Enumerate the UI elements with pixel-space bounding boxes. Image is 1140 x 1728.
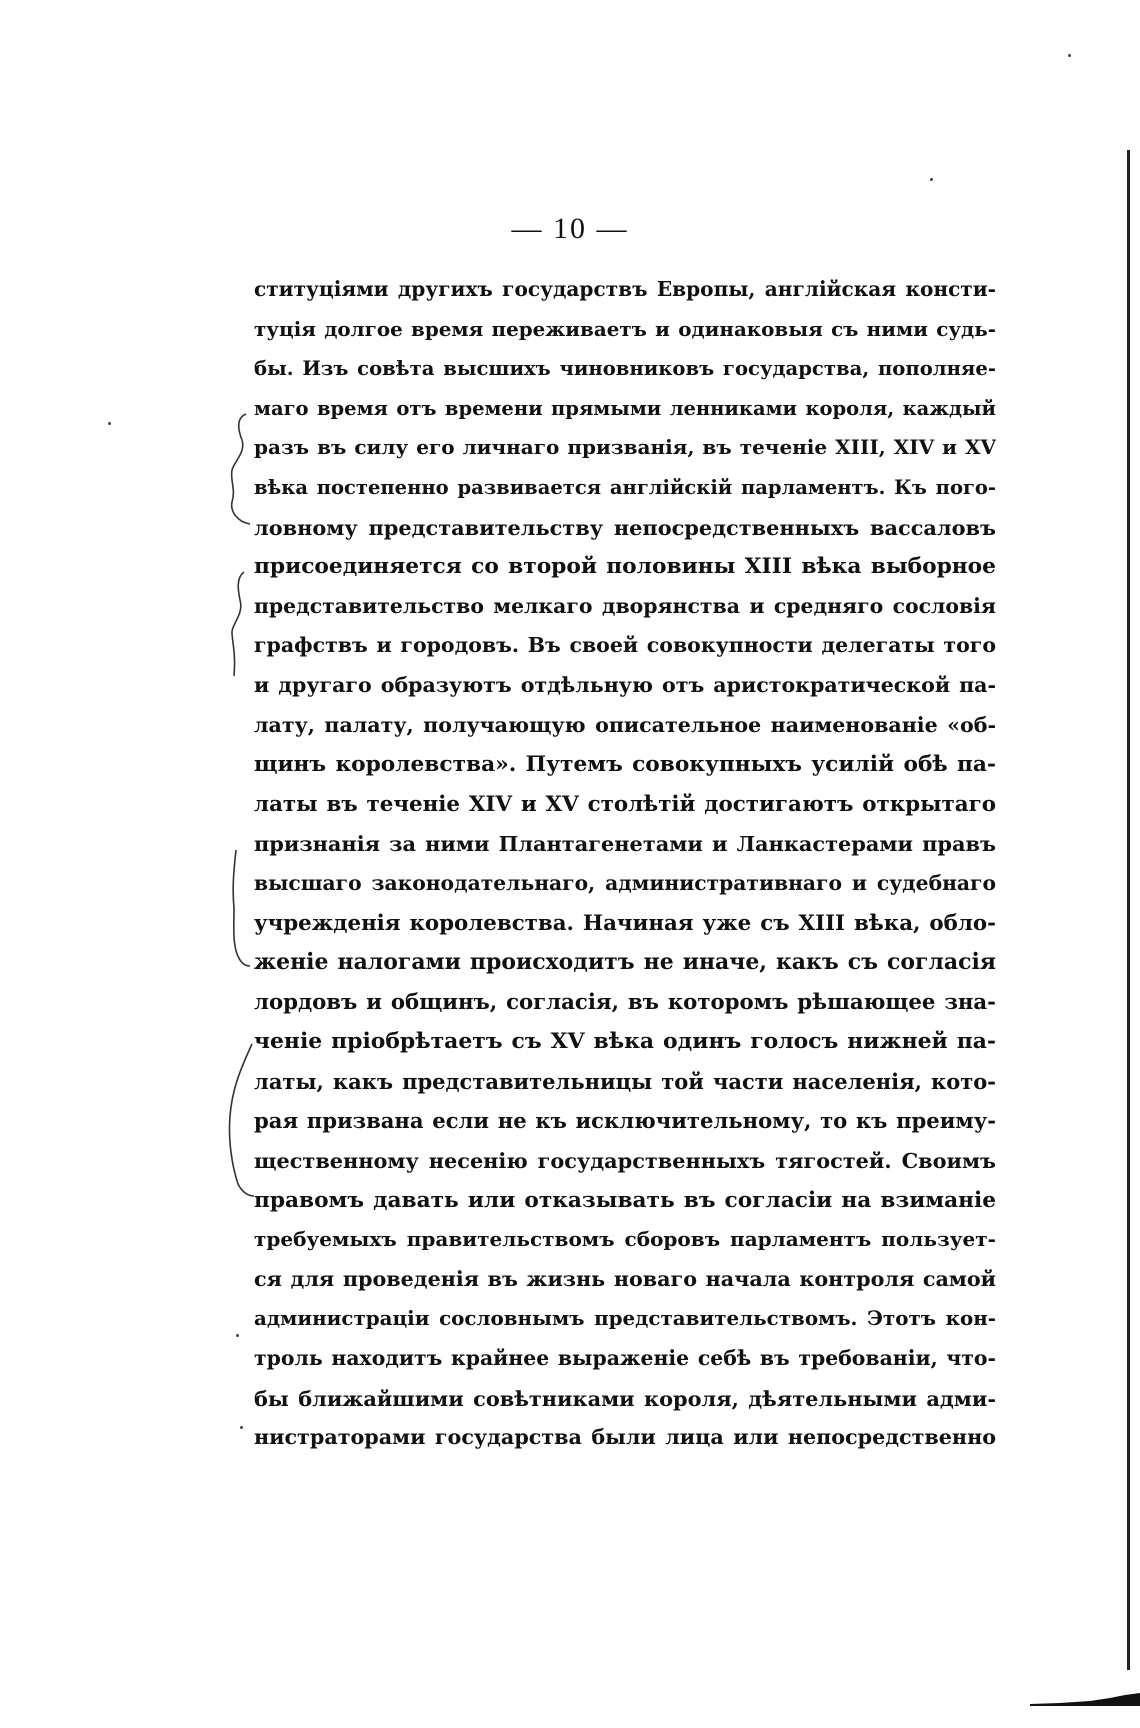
text-line: лордовъ и общинъ, согласія, въ которомъ рѣшающее зна- bbox=[254, 989, 996, 1015]
ink-speck bbox=[930, 178, 933, 181]
text-line: графствъ и городовъ. Въ своей совокупности делегаты того bbox=[254, 633, 996, 658]
text-line: щественному несенію государственныхъ тягостей. Своимъ bbox=[254, 1148, 996, 1174]
text-line: вѣка постепенно развивается англійскій парламентъ. Къ пого- bbox=[254, 475, 996, 499]
text-line: нистраторами государства были лица или непосредственно bbox=[254, 1425, 996, 1450]
page-number: — 10 — bbox=[511, 212, 629, 245]
text-line: латы, какъ представительницы той части населенія, кото- bbox=[254, 1068, 996, 1094]
text-line: лату, палату, получающую описательное наименованіе «об- bbox=[254, 712, 996, 737]
text-line: учрежденія королевства. Начиная уже съ XIII вѣка, обло- bbox=[254, 910, 996, 936]
ink-speck bbox=[236, 1334, 239, 1337]
text-line: троль находитъ крайнее выраженіе себѣ въ требованіи, что- bbox=[254, 1346, 996, 1371]
text-line: присоединяется со второй половины XIII вѣка выборное bbox=[254, 554, 996, 580]
margin-bracket-2 bbox=[226, 568, 252, 680]
text-line: ся для проведенія въ жизнь новаго начала контроля самой bbox=[254, 1266, 996, 1291]
text-line: латы въ теченіе XIV и XV столѣтій достигаютъ открытаго bbox=[254, 791, 996, 817]
ink-speck bbox=[1068, 54, 1071, 57]
margin-bracket-4 bbox=[226, 1040, 254, 1200]
body-text bbox=[254, 270, 996, 1458]
margin-bracket-1 bbox=[226, 410, 252, 528]
text-line: высшаго законодательнаго, административнаго и судебнаго bbox=[254, 870, 996, 895]
page-edge-rule bbox=[1127, 150, 1130, 1670]
corner-ink-mark bbox=[1030, 1692, 1140, 1706]
text-line: бы ближайшими совѣтниками короля, дѣятельными адми- bbox=[254, 1385, 996, 1411]
text-line: женіе налогами происходитъ не иначе, какъ съ согласія bbox=[254, 949, 996, 976]
text-line: администраціи сословнымъ представительствомъ. Этотъ кон- bbox=[254, 1306, 996, 1331]
text-line: туція долгое время переживаетъ и одинаковыя съ ними судь- bbox=[254, 316, 996, 341]
text-line: бы. Изъ совѣта высшихъ чиновниковъ государства, пополняе- bbox=[254, 357, 996, 381]
text-line: ституціями другихъ государствъ Европы, англійская консти- bbox=[254, 277, 996, 301]
text-line: рая призвана если не къ исключительному, то къ преиму- bbox=[254, 1108, 996, 1134]
ink-speck bbox=[108, 422, 111, 425]
text-line: щинъ королевства». Путемъ совокупныхъ усилій обѣ па- bbox=[254, 752, 996, 778]
text-line: представительство мелкаго дворянства и средняго сословія bbox=[254, 593, 996, 618]
text-line: и другаго образуютъ отдѣльную отъ аристократической па- bbox=[254, 672, 996, 697]
text-line: разъ въ силу его личнаго призванія, въ теченіе XIII, XIV и XV bbox=[254, 435, 996, 460]
ink-speck bbox=[240, 1426, 243, 1429]
text-line: требуемыхъ правительствомъ сборовъ парламентъ пользует- bbox=[254, 1227, 996, 1252]
text-line: ловному представительству непосредственныхъ вассаловъ bbox=[254, 514, 996, 540]
text-line: признанія за ними Плантагенетами и Ланкастерами правъ bbox=[254, 831, 996, 857]
margin-bracket-3 bbox=[226, 848, 250, 968]
text-line: маго время отъ времени прямыми ленниками короля, каждый bbox=[254, 396, 996, 420]
text-line: ченіе пріобрѣтаетъ съ XV вѣка одинъ голосъ нижней па- bbox=[254, 1028, 996, 1055]
text-line: правомъ давать или отказывать въ согласіи на взиманіе bbox=[254, 1187, 996, 1213]
